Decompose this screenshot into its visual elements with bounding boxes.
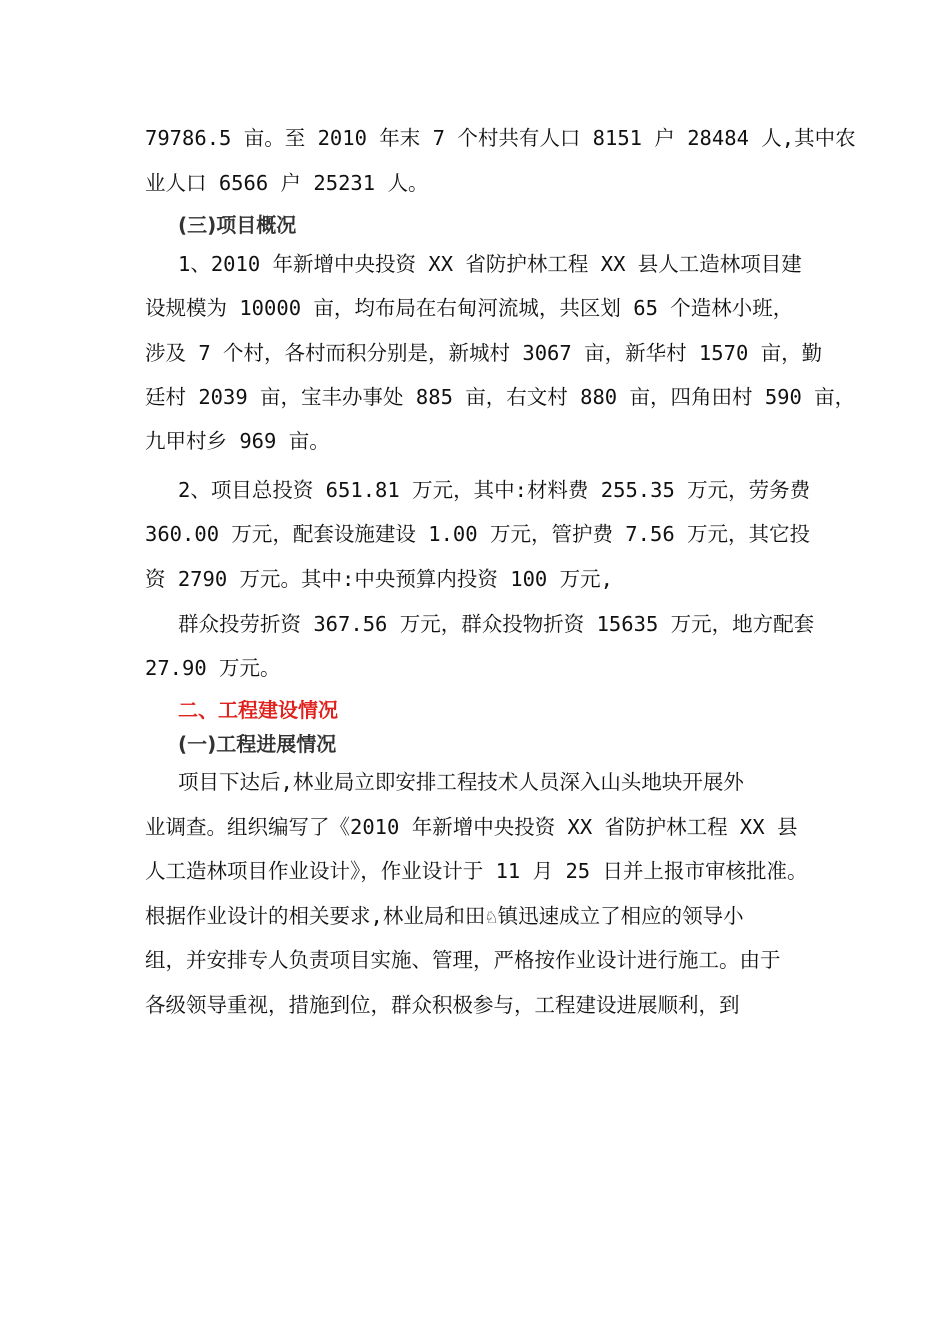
text-line-11: 群众投劳折资 367.56 万元，群众投物折资 15635 万元，地方配套 (178, 612, 815, 636)
text-line-7: 九甲村乡 969 亩。 (145, 429, 330, 453)
text-line-13: 项目下达后,林业局立即安排工程技术人员深入山头地块开展外 (178, 770, 744, 794)
text-line-14: 业调查。组织编写了《2010 年新增中央投资 XX 省防护林工程 XX 县 (145, 815, 798, 839)
chapter-heading-construction: 二、工程建设情况 (178, 698, 338, 722)
text-line-3: 1、2010 年新增中央投资 XX 省防护林工程 XX 县人工造林项目建 (178, 252, 802, 276)
text-line-6: 廷村 2039 亩，宝丰办事处 885 亩，右文村 880 亩，四角田村 590 亩， (145, 385, 856, 409)
text-line-18: 各级领导重视，措施到位，群众积极参与，工程建设进展顺利，到 (145, 993, 740, 1017)
text-line-16: 根据作业设计的相关要求,林业局和田♘镇迅速成立了相应的领导小 (145, 904, 744, 928)
text-line-17: 组，并安排专人负责项目实施、管理，严格按作业设计进行施工。由于 (145, 948, 781, 972)
text-line-15: 人工造林项目作业设计》，作业设计于 11 月 25 日并上报市审核批准。 (145, 859, 808, 883)
text-line-8: 2、项目总投资 651.81 万元，其中:材料费 255.35 万元，劳务费 (178, 478, 811, 502)
section-heading-progress: (一)工程进展情况 (178, 732, 337, 756)
text-line-10: 资 2790 万元。其中:中央预算内投资 100 万元, (145, 567, 613, 591)
section-heading-project-overview: (三)项目概况 (178, 213, 297, 237)
text-line-5: 涉及 7 个村，各村而积分别是，新城村 3067 亩，新华村 1570 亩，勤 (145, 341, 823, 365)
text-line-9: 360.00 万元，配套设施建设 1.00 万元，管护费 7.56 万元，其它投 (145, 522, 810, 546)
text-line-4: 设规模为 10000 亩，均布局在右甸河流城，共区划 65 个造林小班， (145, 296, 794, 320)
text-line-12: 27.90 万元。 (145, 656, 281, 680)
text-line-2: 业人口 6566 户 25231 人。 (145, 171, 429, 195)
text-line-1: 79786.5 亩。至 2010 年末 7 个村共有人口 8151 户 28484 人,其中农 (145, 126, 856, 150)
